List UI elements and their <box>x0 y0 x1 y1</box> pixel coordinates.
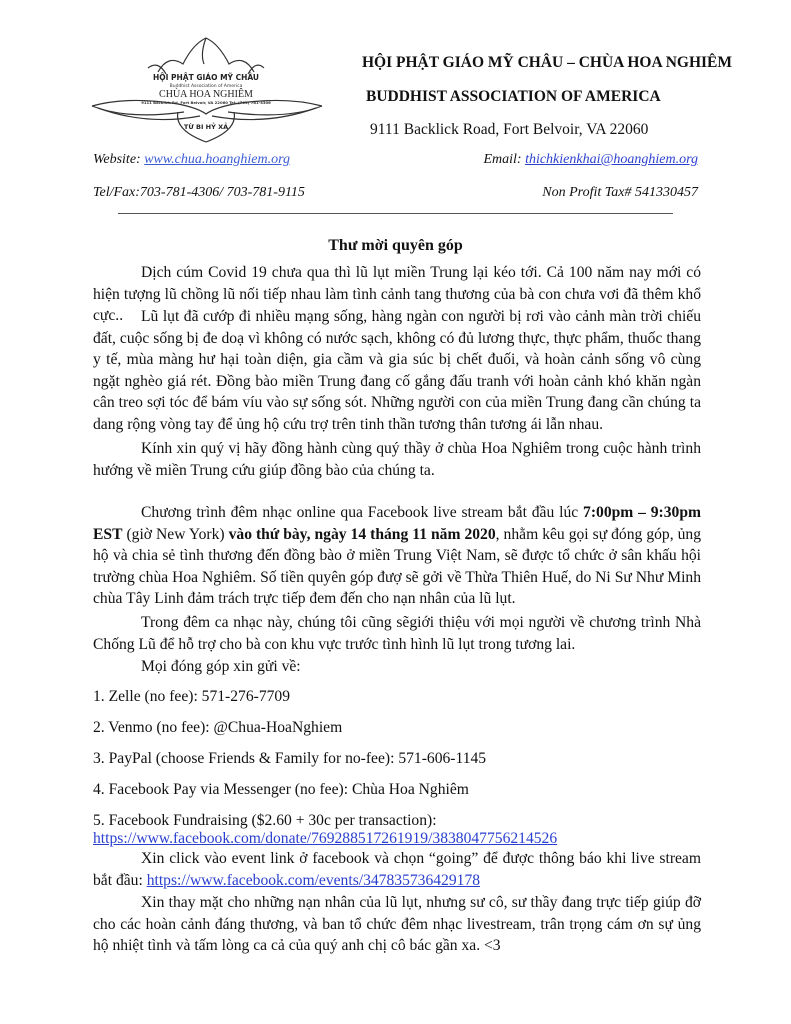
donation-zelle: 1. Zelle (no fee): 571-276-7709 <box>93 688 291 705</box>
lotus-logo-icon <box>88 34 326 146</box>
website-link[interactable]: www.chua.hoanghiem.org <box>144 152 291 167</box>
paragraph-flood <box>93 306 701 436</box>
paragraph-appeal <box>93 438 701 481</box>
paragraph-program-text: Trong đêm ca nhạc này, chúng tôi cũng sẽgiới thiệu với mọi người về chương trình Nhà Chống Lũ để hỗ trợ cho bà con khu vực trước tình hình lũ lụt trong tương lai. <box>93 614 701 653</box>
org-address: 9111 Backlick Road, Fort Belvoir, VA 22060 <box>370 121 649 138</box>
event-text-a: Chương trình đêm nhạc online qua Facebook live stream bắt đầu lúc <box>141 504 584 521</box>
donation-facebook-fundraising <box>93 812 557 848</box>
donation-venmo: 2. Venmo (no fee): @Chua-HoaNghiem <box>93 719 343 736</box>
logo-line3: CHÙA HOA NGHIÊM <box>159 89 253 100</box>
donation-facebook-pay: 4. Facebook Pay via Messenger (no fee): Chùa Hoa Nghiêm <box>93 781 469 798</box>
temple-logo <box>88 34 326 146</box>
document-title: Thư mời quyên góp <box>328 237 463 254</box>
paragraph-program <box>93 612 701 655</box>
paragraph-appeal-text: Kính xin quý vị hãy đồng hành cùng quý thầy ở chùa Hoa Nghiêm trong cuộc hành trình hướng về miền Trung cứu giúp đồng bào của chúng ta. <box>93 440 701 479</box>
email-link[interactable]: thichkienkhai@hoanghiem.org <box>525 152 698 167</box>
event-text-e: , nhằm kêu gọi sự đóng góp, ủng hộ và chia sẻ tình thương đến đồng bào ở miền Trung Việt Nam, sẽ được tổ chức ở sân khấu hội trường chùa Hoa Nghiêm. Số tiền quyên góp đượ sẽ gởi về Thừa Thiên Huế, do Ni Sư Như Minh chùa Tây Linh đảm trách trực tiếp đem đến cho nạn nhân của lũ lụt. <box>93 525 701 608</box>
paragraph-intro-text: Dịch cúm Covid 19 chưa qua thì lũ lụt miền Trung lại kéo tới. Cả 100 năm nay mới có hiện tượng lũ chồng lũ nối tiếp nhau làm tình cảnh tang thương của bà con chưa vơi đã thêm khổ cực.. <box>93 264 701 325</box>
paragraph-flood-text: Lũ lụt đã cướp đi nhiều mạng sống, hàng ngàn con người bị rơi vào cảnh màn trời chiếu đất, cuộc sống bị đe doạ vì không có nước sạch, không có đủ lương thực, thực phẩm, thuốc thang y tế, mùa màng hư hại toàn diện, gia cầm và gia súc bị chết đuối, và hoàn cảnh sống vô cùng ngặt nghèo giá rét. Đồng bào miền Trung đang cố gắng đấu tranh với hoàn cảnh khó khăn ngàn cân treo sợi tóc để bám víu vào sự sống sót. Những người con của miền Trung đang cần chúng ta dang rộng vòng tay để ủng hộ cứu trợ trên tinh thần tương thân tương ái lẫn nhau. <box>93 308 701 433</box>
org-title: HỘI PHẬT GIÁO MỸ CHÂU – CHÙA HOA NGHIÊM <box>362 54 733 71</box>
fundraising-label: 5. Facebook Fundraising ($2.60 + 30c per transaction): <box>93 812 437 829</box>
org-subtitle: BUDDHIST ASSOCIATION OF AMERICA <box>366 88 661 105</box>
tel-fax: Tel/Fax:703-781-4306/ 703-781-9115 <box>93 185 305 200</box>
email-label: Email: <box>483 152 526 167</box>
paragraph-event <box>93 502 701 610</box>
paragraph-donate-intro-text: Mọi đóng góp xin gửi về: <box>141 658 301 675</box>
logo-line4: 9111 Backlick Rd, Fort Belvoir, VA 22060 Tel: (703) 781-4306 <box>141 100 271 105</box>
fundraising-link[interactable]: https://www.facebook.com/donate/769288517261919/3838047756214526 <box>93 830 558 847</box>
tax-id: Non Profit Tax# 541330457 <box>542 185 698 200</box>
logo-line2: Buddhist Association of America <box>169 84 243 89</box>
event-time: 7:00pm – 9:30pm EST <box>93 504 702 543</box>
event-link[interactable]: https://www.facebook.com/events/347835736429178 <box>146 871 481 889</box>
event-text-c: (giờ New York) <box>122 525 229 543</box>
logo-motto: TỪ BI HỶ XẢ <box>183 123 229 131</box>
donation-paypal: 3. PayPal (choose Friends & Family for no-fee): 571-606-1145 <box>93 750 487 767</box>
header-divider <box>118 213 673 214</box>
paragraph-donate-intro <box>93 656 701 678</box>
paragraph-thanks-text: Xin thay mặt cho những nạn nhân của lũ lụt, nhưng sư cô, sư thầy đang trực tiếp giúp đỡ cho các hoàn cảnh đáng thương, và ban tổ chức đêm nhạc livestream, trân trọng cám ơn sự ủng hộ nhiệt tình và tấm lòng ca cả của quý anh chị cô bác gần xa. <3 <box>93 894 701 955</box>
paragraph-thanks <box>93 892 701 957</box>
paragraph-event-link <box>93 848 701 891</box>
website-label: Website: <box>93 152 145 167</box>
email-line <box>483 152 698 168</box>
event-link-text: Xin click vào event link ở facebook và chọn “going” để được thông báo khi live stream bắt đầu: <box>93 850 701 889</box>
website-line <box>93 152 290 168</box>
logo-line1: HỘI PHẬT GIÁO MỸ CHÂU <box>152 73 260 82</box>
event-date: vào thứ bày, ngày 14 tháng 11 năm 2020 <box>228 525 496 543</box>
